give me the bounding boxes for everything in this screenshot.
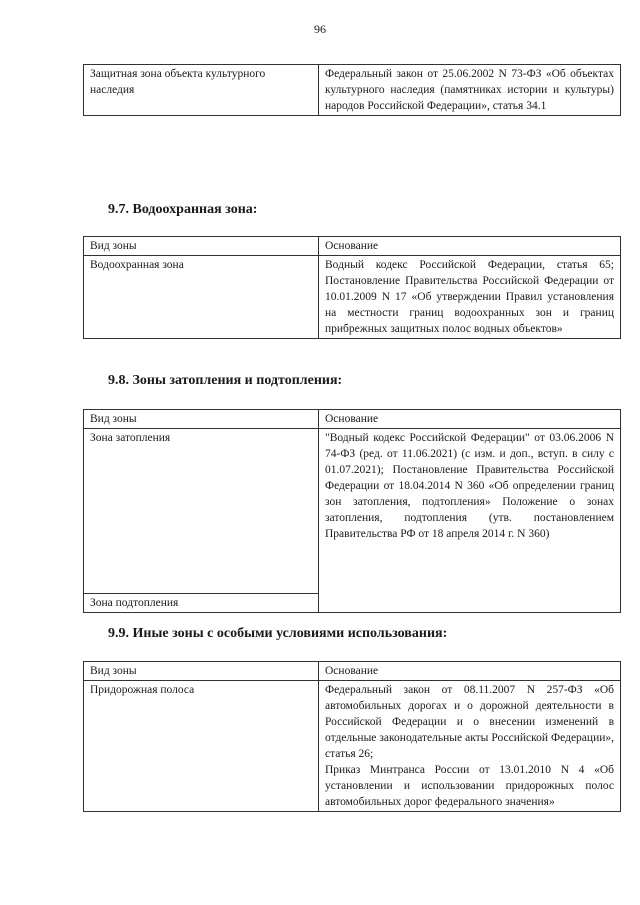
basis-cell: "Водный кодекс Российской Федерации" от 03.06.2006 N 74-ФЗ (ред. от 11.06.2021) (с изм. и доп., вступ. в силу с 01.07.2021); Постановление Правительства Российской Федерации от 18.04.2014 N 360 «Об определении границ зон затопления, подтопления» Положение о зонах затопления, подтопления (утв. постановлением Правительства РФ от 18 апреля 2014 г. N 360) — [319, 429, 621, 613]
column-header-zone: Вид зоны — [84, 662, 319, 681]
section-heading-water-protection: 9.7. Водоохранная зона: — [108, 202, 258, 217]
zone-cell: Придорожная полоса — [84, 681, 319, 812]
column-header-basis: Основание — [319, 237, 621, 256]
table-header-row — [84, 410, 621, 429]
section-heading-other-zones: 9.9. Иные зоны с особыми условиями использования: — [108, 626, 448, 641]
zone-cell: Защитная зона объекта культурного наследия — [84, 65, 319, 116]
flood-zones-table — [83, 409, 621, 613]
column-header-zone: Вид зоны — [84, 410, 319, 429]
table-header-row — [84, 237, 621, 256]
table-row — [84, 681, 621, 812]
zone-cell: Водоохранная зона — [84, 256, 319, 339]
table-header-row — [84, 662, 621, 681]
basis-paragraph: Приказ Минтранса России от 13.01.2010 N 4 «Об установлении и использовании придорожных полос автомобильных дорог федерального значения» — [325, 764, 614, 808]
table-row — [84, 429, 621, 594]
water-protection-zone-table — [83, 236, 621, 339]
column-header-basis: Основание — [319, 410, 621, 429]
page-number: 96 — [314, 22, 326, 36]
zone-cell: Зона затопления — [84, 429, 319, 594]
basis-cell: Федеральный закон от 25.06.2002 N 73-ФЗ «Об объектах культурного наследия (памятниках истории и культуры) народов Российской Федерации», статья 34.1 — [319, 65, 621, 116]
column-header-zone: Вид зоны — [84, 237, 319, 256]
basis-paragraph: Федеральный закон от 08.11.2007 N 257-ФЗ «Об автомобильных дорогах и о дорожной деятельности в Российской Федерации и о внесении изменений в отдельные законодательные акты Российской Федерации», статья 26; — [325, 684, 614, 760]
cultural-heritage-zone-table — [83, 64, 621, 116]
basis-cell: Водный кодекс Российской Федерации, статья 65; Постановление Правительства Российской Федерации от 10.01.2009 N 17 «Об утверждении Правил установления на местности границ водоохранных зон и границ прибрежных защитных полос водных объектов» — [319, 256, 621, 339]
basis-cell — [319, 681, 621, 812]
table-row — [84, 65, 621, 116]
table-row — [84, 256, 621, 339]
section-heading-flood-zones: 9.8. Зоны затопления и подтопления: — [108, 373, 343, 388]
other-zones-table — [83, 661, 621, 812]
zone-cell: Зона подтопления — [84, 594, 319, 613]
column-header-basis: Основание — [319, 662, 621, 681]
